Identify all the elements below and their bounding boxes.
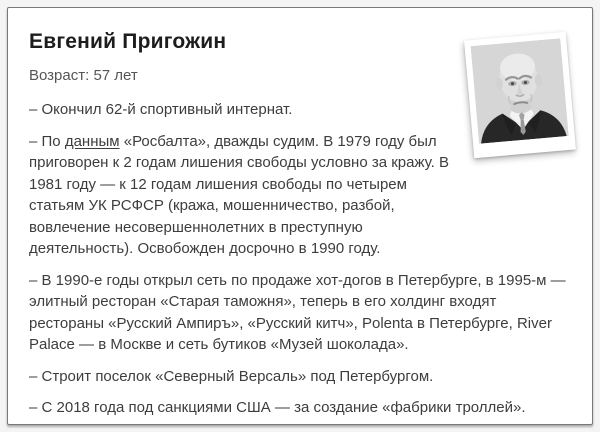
- fact-construction: – Строит поселок «Северный Версаль» под Петербургом.: [29, 367, 434, 385]
- rosbalt-source-link[interactable]: данным: [64, 132, 120, 150]
- fact-convictions-suffix: «Росбалта», дважды судим. В 1979 году был приговорен к 2 годам лишения свободы условно за кражу. В 1981 году — к 12 годам лишения свободы по четырем статьям УК РСФСР (кража, мошенничество, разбой, вовлечение несовершеннолетних в преступную деятельность). Освобожден досрочно в 1990 году.: [29, 132, 450, 257]
- fact-convictions-prefix: – По: [29, 132, 65, 150]
- prigozhin-portrait-photo: [471, 38, 569, 143]
- page-title: Евгений Пригожин: [29, 30, 227, 53]
- fact-education: – Окончил 62-й спортивный интернат.: [29, 101, 293, 118]
- fact-business: – В 1990-е годы открыл сеть по продаже хот-догов в Петербурге, в 1995-м — элитный ресторан «Старая таможня», теперь в его холдинг входят рестораны «Русский Ампиръ», «Русский китч», Polenta в Петербурге, River Palace — в Москве и сеть бутиков «Музей шоколада».: [29, 271, 566, 353]
- age-line: Возраст: 57 лет: [29, 67, 138, 84]
- profile-card: [7, 7, 593, 425]
- fact-sanctions: – С 2018 года под санкциями США — за создание «фабрики троллей».: [29, 399, 526, 416]
- photo-polaroid-frame: [464, 32, 576, 158]
- fact-convictions: [29, 131, 461, 260]
